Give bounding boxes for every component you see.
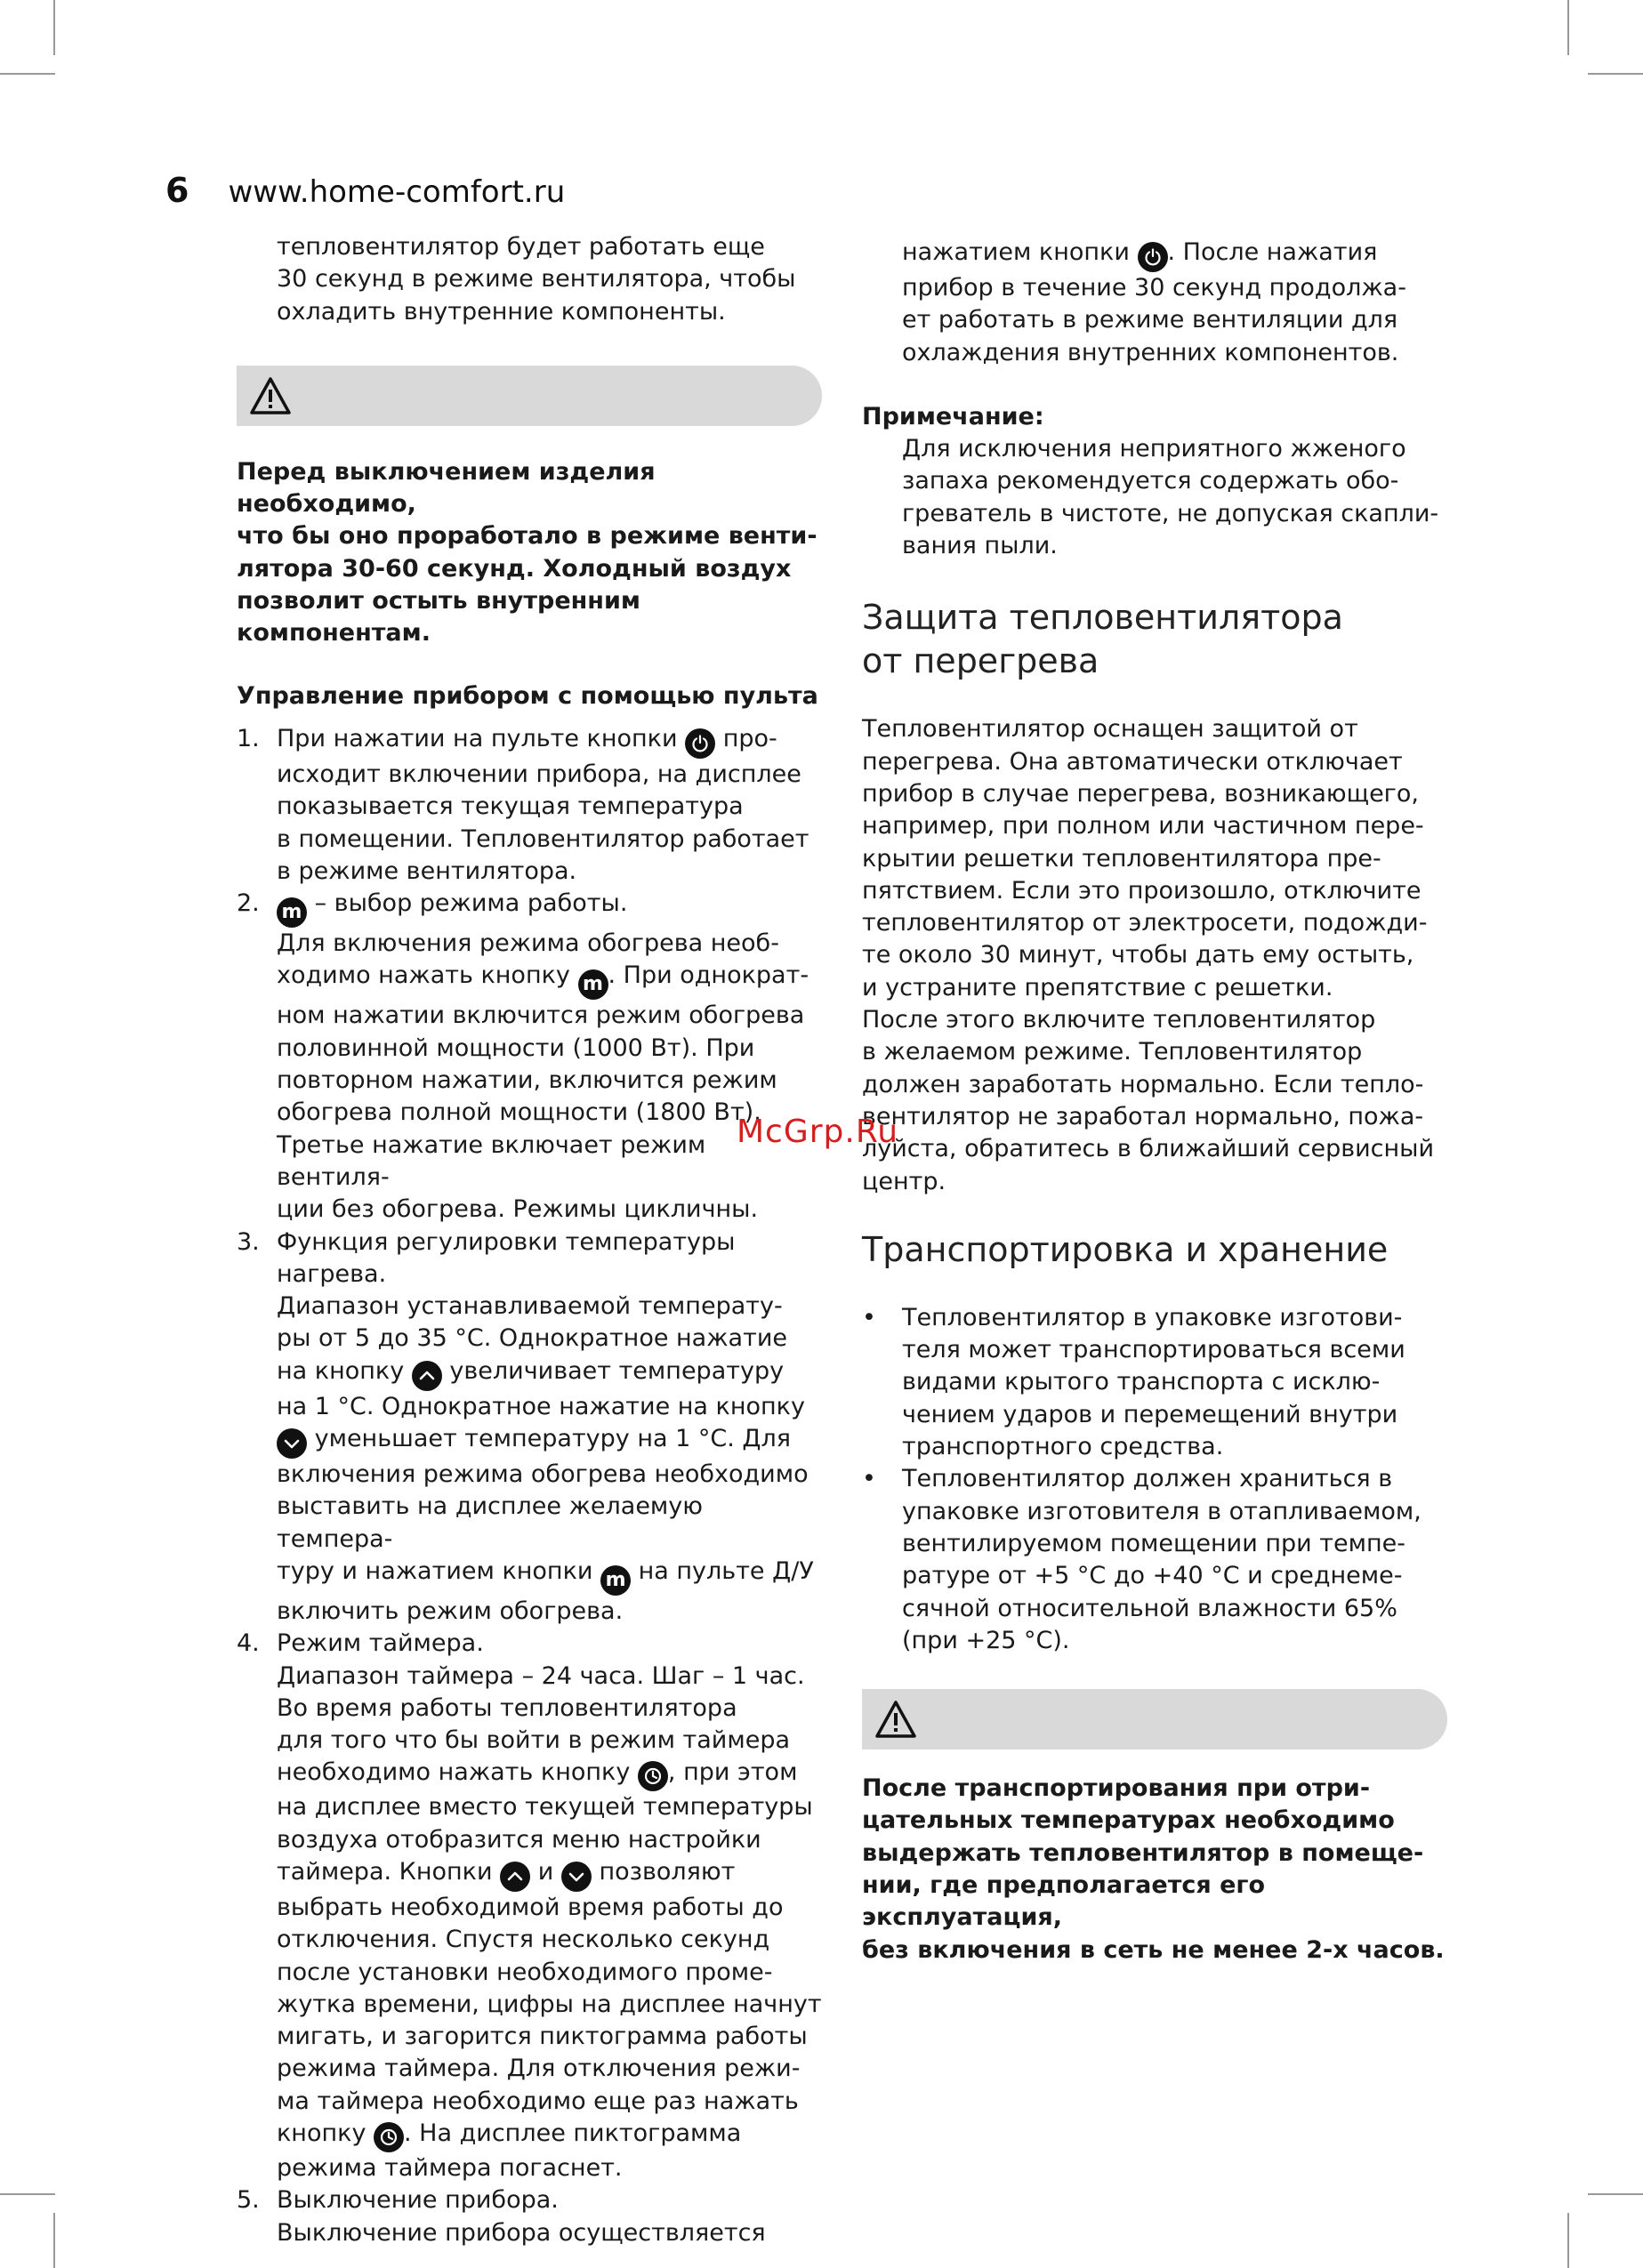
text-line: должен заработать нормально. Если тепло-: [862, 1070, 1424, 1098]
text-line: для того что бы войти в режим таймера: [277, 1726, 791, 1755]
mode-icon: m: [578, 969, 608, 1000]
text-line: воздуха отобразится меню настройки: [277, 1825, 761, 1854]
page-header: [165, 171, 565, 210]
warning-bar: [862, 1689, 1447, 1749]
crop-mark: [1588, 2193, 1643, 2195]
transport-heading: Транспортировка и хранение: [862, 1229, 1389, 1269]
text-line: например, при полном или частичном пере-: [862, 812, 1424, 840]
heading-line: от перегрева: [862, 641, 1099, 681]
text-line: Режим таймера.: [277, 1629, 484, 1658]
site-url[interactable]: www.home-comfort.ru: [228, 174, 566, 210]
text-line: в режиме вентилятора.: [277, 857, 577, 885]
text-line: в желаемом режиме. Тепловентилятор: [862, 1038, 1363, 1066]
watermark: McGrp.Ru: [737, 1114, 899, 1150]
text-line: тепловентилятор от электросети, подожди-: [862, 909, 1428, 937]
note-heading: Примечание:: [862, 402, 1044, 430]
text-span: туру и нажатием кнопки: [277, 1556, 593, 1585]
list-item: [237, 1226, 824, 1629]
text-span: . При однократ-: [608, 961, 809, 990]
crop-mark: [0, 2193, 55, 2195]
text-line: показывается текущая температура: [277, 792, 744, 821]
text-line: половинной мощности (1000 Вт). При: [277, 1033, 755, 1062]
text-line: режима таймера. Для отключения режи-: [277, 2055, 801, 2083]
text-line: Функция регулировки температуры: [277, 1227, 736, 1256]
text-line: Для включения режима обогрева необ-: [277, 929, 779, 958]
text-line: ном нажатии включится режим обогрева: [277, 1001, 805, 1030]
heading-line: Защита тепловентилятора: [862, 598, 1343, 638]
text-line: Для исключения неприятного жженого: [902, 435, 1406, 463]
text-line: греватель в чистоте, не допуская скапли-: [902, 499, 1439, 527]
text-line: центр.: [862, 1167, 946, 1195]
text-line: мигать, и загорится пиктограмма работы: [277, 2023, 808, 2051]
text-line: и устраните препятствие с решетки.: [862, 973, 1333, 1001]
text-line: Во время работы тепловентилятора: [277, 1693, 737, 1722]
intro-paragraph: [237, 231, 824, 328]
bullet: •: [862, 1303, 876, 1331]
text-span: При нажатии на пульте кнопки: [277, 724, 678, 752]
text-line: обогрева полной мощности (1800 Вт).: [277, 1098, 761, 1127]
text-line: охлаждения внутренних компонентов.: [902, 338, 1399, 366]
text-line: повторном нажатии, включится режим: [277, 1066, 777, 1095]
text-line: 30 секунд в режиме вентилятора, чтобы: [277, 265, 796, 294]
text-line: ратуре от +5 °С до +40 °С и среднеме-: [902, 1562, 1403, 1590]
warning-text: [862, 1773, 1449, 1966]
text-line: После транспортирования при отри-: [862, 1774, 1371, 1803]
text-line: включения режима обогрева необходимо: [277, 1460, 809, 1489]
text-line: упаковке изготовителя в отапливаемом,: [902, 1497, 1422, 1525]
text-line: Диапазон таймера – 24 часа. Шаг – 1 час.: [277, 1661, 805, 1690]
protect-paragraph: [862, 713, 1449, 1197]
warning-text: [237, 456, 824, 650]
crop-mark: [1588, 73, 1643, 75]
text-line: вания пыли.: [902, 532, 1058, 560]
text-line: без включения в сеть не менее 2-х часов.: [862, 1935, 1445, 1964]
text-line: ма таймера необходимо еще раз нажать: [277, 2087, 799, 2115]
text-line: Третье нажатие включает режим вентиля-: [277, 1130, 706, 1191]
text-span: увеличивает температуру: [449, 1356, 785, 1385]
down-arrow-icon: [277, 1428, 307, 1459]
text-line: Диапазон устанавливаемой температу-: [277, 1292, 783, 1321]
text-span: на пульте Д/У: [638, 1556, 814, 1585]
text-line: в помещении. Тепловентилятор работает: [277, 824, 809, 853]
text-line: транспортного средства.: [902, 1433, 1224, 1461]
warning-icon: [249, 376, 292, 415]
power-icon: [685, 728, 715, 759]
text-line: те около 30 минут, чтобы дать ему остыть,: [862, 941, 1414, 969]
page-number: 6: [165, 171, 189, 210]
text-span: необходимо нажать кнопку: [277, 1758, 631, 1787]
text-line: исходит включении прибора, на дисплее: [277, 760, 801, 788]
list-item: [862, 1302, 1449, 1463]
text-line: выдержать тепловентилятор в помеще-: [862, 1838, 1424, 1867]
text-line: сячной относительной влажности 65%: [902, 1594, 1397, 1622]
remote-heading: Управление прибором с помощью пульта: [237, 681, 818, 710]
text-line: включить режим обогрева.: [277, 1596, 624, 1625]
protect-heading: [862, 596, 1449, 683]
text-line: тепловентилятор будет работать еще: [277, 233, 765, 261]
text-line: прибор в случае перегрева, возникающего,: [862, 779, 1419, 808]
text-line: луйста, обратитесь в ближайший сервисный: [862, 1135, 1435, 1163]
timer-icon: [638, 1761, 668, 1791]
text-line: ции без обогрева. Режимы цикличны.: [277, 1195, 759, 1224]
text-line: Тепловентилятор оснащен защитой от: [862, 715, 1358, 744]
step-number: 3.: [237, 1227, 260, 1256]
text-line: (при +25 °С).: [902, 1626, 1070, 1654]
text-span: позволяют: [599, 1857, 736, 1886]
text-line: После этого включите тепловентилятор: [862, 1006, 1376, 1034]
warning-bar: [237, 366, 822, 426]
crop-mark: [0, 73, 55, 75]
up-arrow-icon: [500, 1862, 530, 1892]
text-line: перегрева. Она автоматически отключает: [862, 747, 1403, 776]
list-item: [237, 888, 824, 1226]
text-line: охладить внутренние компоненты.: [277, 297, 726, 326]
timer-icon: [374, 2122, 404, 2152]
text-line: позволит остыть внутренним компонентам.: [237, 587, 640, 647]
power-icon: [1138, 242, 1168, 272]
text-line: цательных температурах необходимо: [862, 1806, 1395, 1835]
transport-list: [862, 1302, 1449, 1657]
text-line: нагрева.: [277, 1259, 387, 1288]
text-line: прибор в течение 30 секунд продолжа-: [902, 274, 1406, 302]
text-span: , при этом: [667, 1758, 798, 1787]
crop-mark: [53, 2213, 55, 2268]
text-span: нажатием кнопки: [902, 238, 1130, 266]
text-line: Тепловентилятор в упаковке изготови-: [902, 1303, 1403, 1331]
text-line: на дисплее вместо текущей температуры: [277, 1793, 813, 1822]
text-line: выбрать необходимой время работы до: [277, 1893, 784, 1921]
text-line: лятора 30-60 секунд. Холодный воздух: [237, 554, 792, 583]
right-column: [862, 237, 1449, 1966]
text-span: про-: [722, 724, 777, 752]
text-line: на 1 °С. Однократное нажатие на кнопку: [277, 1392, 805, 1420]
text-span: . После нажатия: [1167, 238, 1378, 266]
step-number: 2.: [237, 889, 260, 918]
crop-mark: [1567, 2213, 1569, 2268]
text-line: после установки необходимого проме-: [277, 1958, 773, 1986]
text-line: нии, где предполагается его эксплуатация,: [862, 1870, 1266, 1932]
text-line: крытии решетки тепловентилятора пре-: [862, 844, 1381, 873]
text-line: ет работать в режиме вентиляции для: [902, 306, 1398, 334]
text-span: ходимо нажать кнопку: [277, 961, 570, 990]
list-item: [237, 723, 824, 888]
text-line: видами крытого транспорта с исклю-: [902, 1368, 1381, 1396]
text-line: жутка времени, цифры на дисплее начнут: [277, 1990, 822, 2018]
text-line: Тепловентилятор должен храниться в: [902, 1465, 1393, 1493]
text-span: таймера. Кнопки: [277, 1857, 493, 1886]
up-arrow-icon: [412, 1361, 442, 1391]
down-arrow-icon: [561, 1862, 592, 1892]
text-line: что бы оно проработало в режиме венти-: [237, 522, 817, 551]
text-line: ры от 5 до 35 °С. Однократное нажатие: [277, 1324, 787, 1353]
text-line: Выключение прибора.: [277, 2186, 559, 2215]
left-column: [237, 231, 824, 2249]
crop-mark: [53, 0, 55, 55]
text-span: – выбор режима работы.: [314, 889, 628, 918]
steps-list: [237, 723, 824, 2249]
crop-mark: [1567, 0, 1569, 55]
mode-icon: m: [277, 897, 307, 928]
text-span: кнопку: [277, 2119, 366, 2148]
continuation-paragraph: [862, 237, 1449, 369]
list-item: [237, 2184, 824, 2249]
text-line: вентилируемом помещении при темпе-: [902, 1529, 1405, 1557]
text-line: пятствием. Если это произошло, отключите: [862, 876, 1422, 905]
text-span: уменьшает температуру на 1 °С. Для: [314, 1425, 792, 1453]
text-line: режима таймера погаснет.: [277, 2154, 623, 2183]
note-paragraph: [862, 433, 1449, 562]
step-number: 1.: [237, 724, 260, 752]
text-line: отключения. Спустя несколько секунд: [277, 1926, 770, 1954]
text-line: теля может транспортироваться всеми: [902, 1336, 1405, 1364]
step-number: 4.: [237, 1629, 260, 1658]
text-span: на кнопку: [277, 1356, 405, 1385]
text-line: выставить на дисплее желаемую темпера-: [277, 1492, 704, 1553]
step-number: 5.: [237, 2186, 260, 2215]
text-line: чением ударов и перемещений внутри: [902, 1400, 1398, 1428]
text-line: вентилятор не заработал нормально, пожа-: [862, 1102, 1424, 1130]
text-line: Перед выключением изделия необходимо,: [237, 457, 656, 519]
warning-icon: [874, 1700, 917, 1739]
bullet: •: [862, 1465, 876, 1493]
list-item: [862, 1463, 1449, 1657]
mode-icon: m: [600, 1565, 631, 1596]
text-line: Выключение прибора осуществляется: [277, 2218, 766, 2247]
text-line: запаха рекомендуется содержать обо-: [902, 467, 1399, 495]
list-item: [237, 1628, 824, 2184]
text-span: . На дисплее пиктограмма: [404, 2119, 742, 2148]
text-span: и: [537, 1857, 554, 1886]
